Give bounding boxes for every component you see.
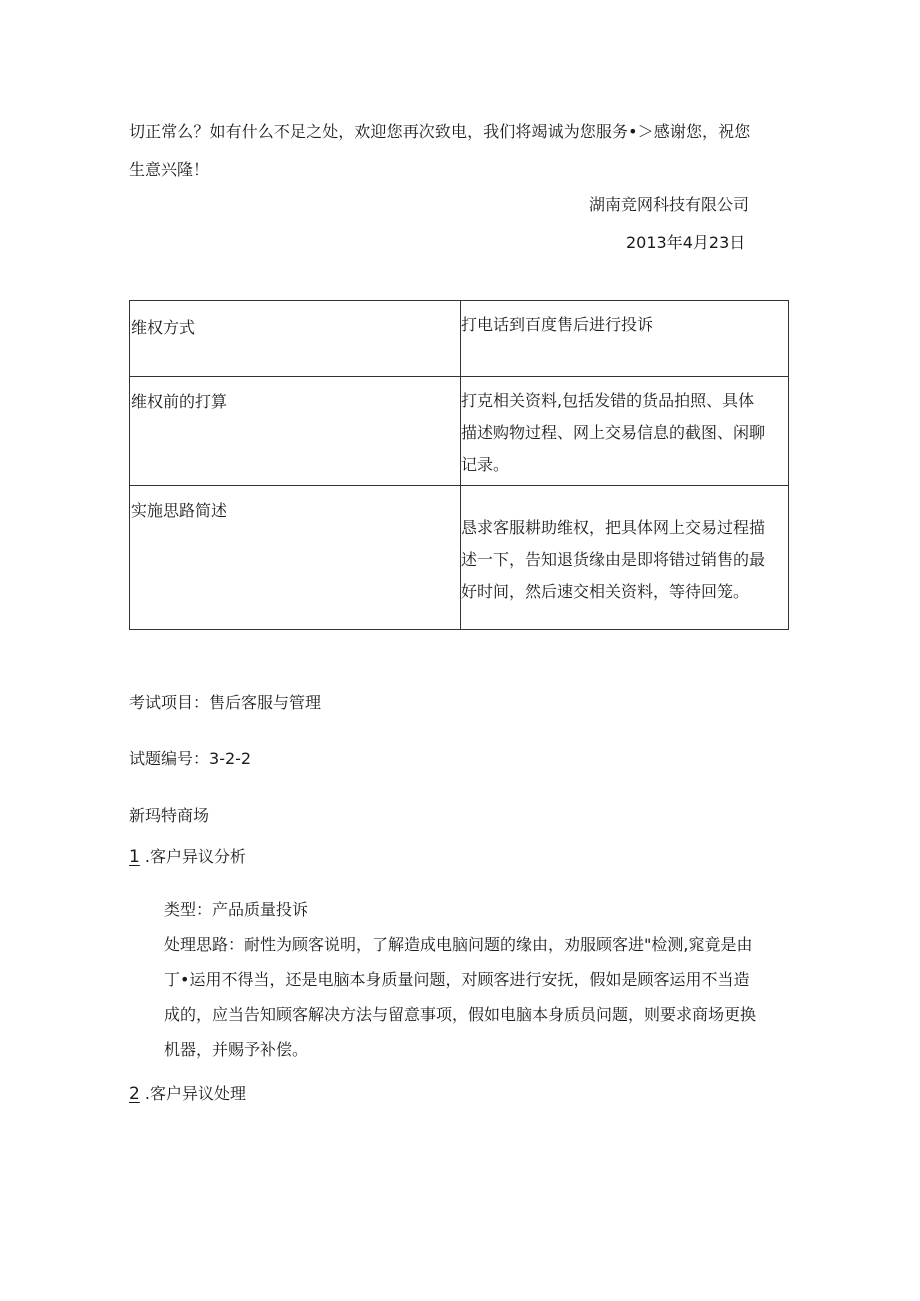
row-content <box>461 512 781 608</box>
paragraph-line: 机器，并赐予补偿。 <box>164 1040 309 1059</box>
row-content-line: 好时间，然后速交相关资料，等待回笼。 <box>461 582 750 601</box>
section-number: 2 <box>129 1084 140 1104</box>
letter-line-1: 切正常么？如有什么不足之处，欢迎您再次致电，我们将竭诚为您服务•＞感谢您，祝您 <box>129 122 751 141</box>
section-heading-1 <box>129 840 246 874</box>
mall-name: 新玛特商场 <box>129 806 210 825</box>
rights-table <box>129 300 789 630</box>
exam-number-label: 试题编号： <box>129 749 210 768</box>
row-label: 维权前的打算 <box>131 392 228 411</box>
table-row <box>130 485 788 630</box>
section-title: .客户异议处理 <box>144 1084 247 1103</box>
paragraph-line: 丁•运用不得当，还是电脑本身质量问题，对顾客进行安抚，假如是顾客运用不当造 <box>164 970 750 989</box>
row-content-line: 打电话到百度售后进行投诉 <box>461 315 654 334</box>
company-name: 湖南竞网科技有限公司 <box>589 195 750 214</box>
exam-number <box>129 742 251 776</box>
row-content-line: 打克相关资料,包括发错的货品拍照、具体 <box>461 391 755 410</box>
row-label: 实施思路简述 <box>131 501 228 520</box>
exam-number-value: 3-2-2 <box>209 749 252 768</box>
table-row <box>130 376 788 485</box>
row-content-line: 描述购物过程、网上交易信息的截图、闲聊 <box>461 423 766 442</box>
complaint-type: 类型：产品质量投诉 <box>164 900 309 919</box>
table-row <box>130 301 788 376</box>
section-title: .客户异议分析 <box>144 847 247 866</box>
row-content-line: 述一下，告知退货缘由是即将错过销售的最 <box>461 550 766 569</box>
paragraph-line: 成的，应当告知顾客解决方法与留意事项，假如电脑本身质员问题，则要求商场更换 <box>164 1005 757 1024</box>
section-number: 1 <box>129 847 140 867</box>
handling-approach <box>164 927 756 1067</box>
exam-project: 考试项目：售后客服与管理 <box>129 693 322 712</box>
letter-line-2: 生意兴隆！ <box>129 160 210 179</box>
section-heading-2 <box>129 1077 246 1111</box>
row-content-line: 恳求客服耕助维权，把具体网上交易过程描 <box>461 518 766 537</box>
row-content <box>461 309 781 341</box>
paragraph-line: 处理思路：耐性为顾客说明，了解造成电脑问题的缘由，劝服顾客进"检测,窕竟是由 <box>164 935 753 954</box>
row-content-line: 记录。 <box>461 455 510 474</box>
row-content <box>461 385 781 481</box>
row-label: 维权方式 <box>131 318 196 337</box>
letter-date: 2013年4月23日 <box>626 233 746 252</box>
